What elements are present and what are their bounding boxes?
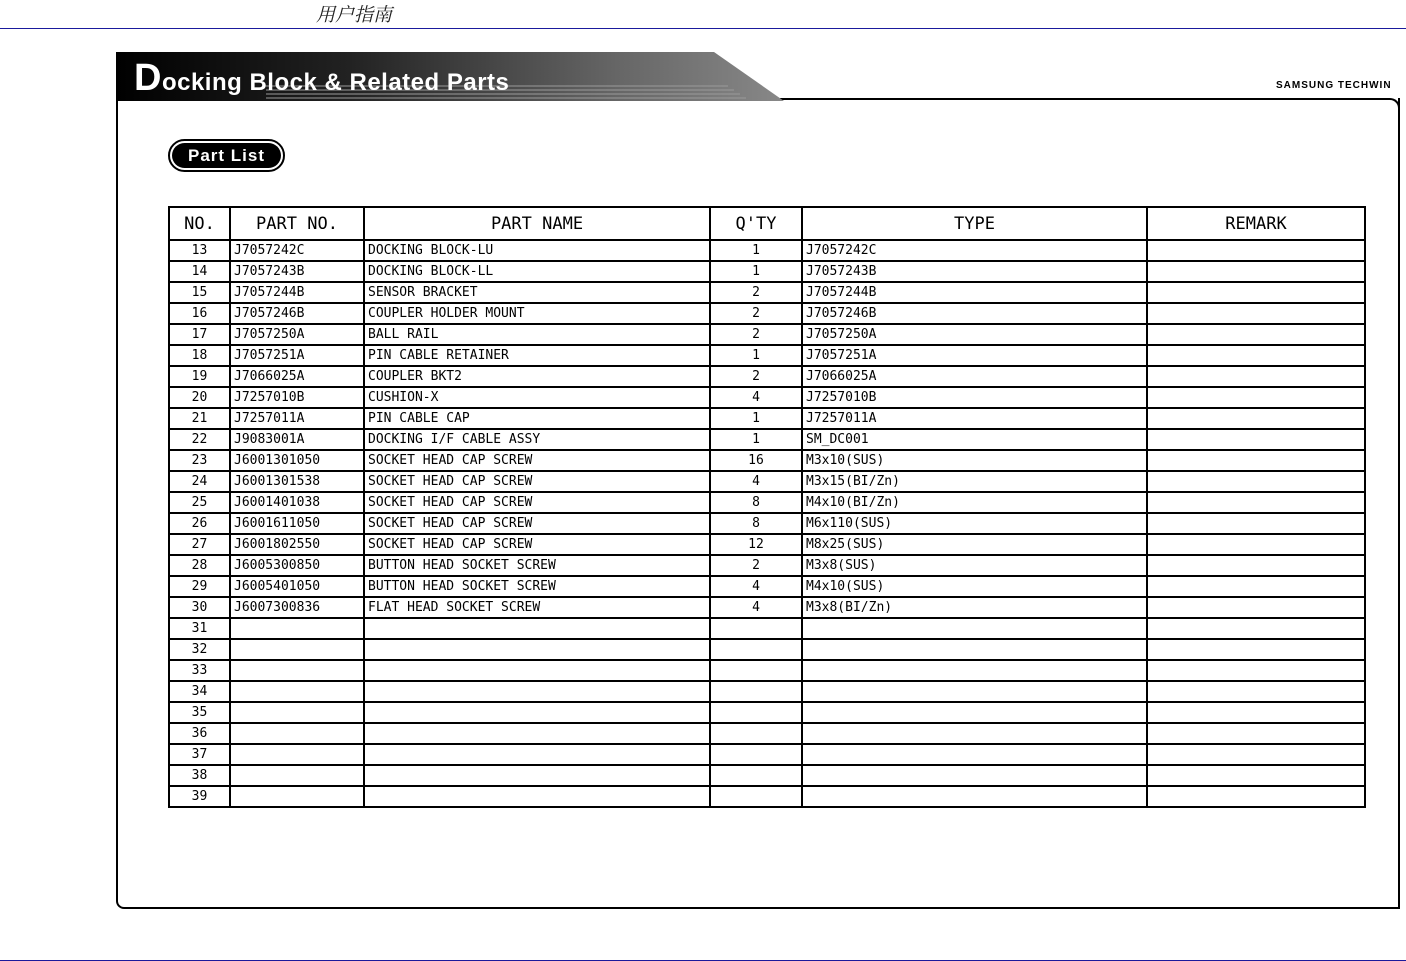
header-remark: REMARK <box>1147 207 1365 240</box>
header-part-no: PART NO. <box>230 207 364 240</box>
table-row <box>169 744 1365 765</box>
cell-no: 30 <box>169 597 230 618</box>
cell-type: J7257010B <box>802 387 1147 408</box>
cell-remark <box>1147 639 1365 660</box>
cell-type: M6x110(SUS) <box>802 513 1147 534</box>
document-header-title: 用户指南 <box>316 4 393 26</box>
cell-part-no: J7057243B <box>230 261 364 282</box>
cell-no: 39 <box>169 786 230 807</box>
table-row <box>169 408 1365 429</box>
part-list-label: Part List <box>172 143 281 168</box>
header-part-name: PART NAME <box>364 207 710 240</box>
table-row <box>169 345 1365 366</box>
cell-type: M3x8(SUS) <box>802 555 1147 576</box>
cell-no: 23 <box>169 450 230 471</box>
cell-type: M4x10(BI/Zn) <box>802 492 1147 513</box>
cell-type: J7057250A <box>802 324 1147 345</box>
cell-type: M4x10(SUS) <box>802 576 1147 597</box>
cell-no: 33 <box>169 660 230 681</box>
cell-remark <box>1147 555 1365 576</box>
cell-remark <box>1147 303 1365 324</box>
cell-remark <box>1147 261 1365 282</box>
cell-part-no: J7257011A <box>230 408 364 429</box>
cell-type <box>802 744 1147 765</box>
section-title-rest: ocking Block & Related Parts <box>161 69 510 96</box>
cell-type <box>802 723 1147 744</box>
table-row <box>169 366 1365 387</box>
cell-qty <box>710 786 802 807</box>
cell-part-name: DOCKING I/F CABLE ASSY <box>364 429 710 450</box>
cell-part-no: J6001401038 <box>230 492 364 513</box>
cell-no: 34 <box>169 681 230 702</box>
table-row <box>169 492 1365 513</box>
table-row <box>169 261 1365 282</box>
cell-type: SM_DC001 <box>802 429 1147 450</box>
cell-remark <box>1147 618 1365 639</box>
cell-part-no: J7066025A <box>230 366 364 387</box>
cell-part-name: BUTTON HEAD SOCKET SCREW <box>364 555 710 576</box>
cell-no: 22 <box>169 429 230 450</box>
cell-qty: 4 <box>710 471 802 492</box>
cell-part-name <box>364 786 710 807</box>
cell-no: 19 <box>169 366 230 387</box>
cell-no: 38 <box>169 765 230 786</box>
cell-qty: 1 <box>710 261 802 282</box>
parts-table-body <box>169 240 1365 807</box>
cell-part-name: SOCKET HEAD CAP SCREW <box>364 513 710 534</box>
cell-qty <box>710 618 802 639</box>
cell-qty: 1 <box>710 345 802 366</box>
cell-qty: 2 <box>710 366 802 387</box>
cell-qty: 8 <box>710 513 802 534</box>
table-row <box>169 597 1365 618</box>
cell-type <box>802 660 1147 681</box>
cell-type: J7057243B <box>802 261 1147 282</box>
cell-type: M8x25(SUS) <box>802 534 1147 555</box>
frame-top-line <box>780 98 1390 100</box>
cell-part-no: J7057244B <box>230 282 364 303</box>
cell-no: 24 <box>169 471 230 492</box>
cell-part-no <box>230 639 364 660</box>
cell-part-no <box>230 744 364 765</box>
cell-remark <box>1147 786 1365 807</box>
cell-remark <box>1147 387 1365 408</box>
table-row <box>169 240 1365 261</box>
cell-qty: 2 <box>710 282 802 303</box>
cell-remark <box>1147 366 1365 387</box>
cell-no: 36 <box>169 723 230 744</box>
cell-part-name: SOCKET HEAD CAP SCREW <box>364 534 710 555</box>
cell-no: 29 <box>169 576 230 597</box>
cell-qty <box>710 765 802 786</box>
cell-part-name: SOCKET HEAD CAP SCREW <box>364 450 710 471</box>
table-row <box>169 387 1365 408</box>
cell-qty: 8 <box>710 492 802 513</box>
cell-qty <box>710 744 802 765</box>
part-list-badge <box>168 139 285 172</box>
cell-part-name: CUSHION-X <box>364 387 710 408</box>
cell-part-name: PIN CABLE RETAINER <box>364 345 710 366</box>
cell-part-no: J6001611050 <box>230 513 364 534</box>
table-row <box>169 639 1365 660</box>
section-title <box>134 56 509 100</box>
cell-type: M3x10(SUS) <box>802 450 1147 471</box>
cell-part-name <box>364 618 710 639</box>
cell-remark <box>1147 492 1365 513</box>
table-row <box>169 555 1365 576</box>
cell-part-name: BALL RAIL <box>364 324 710 345</box>
cell-part-no <box>230 660 364 681</box>
cell-part-name: FLAT HEAD SOCKET SCREW <box>364 597 710 618</box>
cell-no: 21 <box>169 408 230 429</box>
cell-qty: 4 <box>710 576 802 597</box>
cell-remark <box>1147 282 1365 303</box>
cell-no: 37 <box>169 744 230 765</box>
cell-qty: 16 <box>710 450 802 471</box>
cell-part-name: COUPLER HOLDER MOUNT <box>364 303 710 324</box>
cell-remark <box>1147 702 1365 723</box>
cell-qty <box>710 681 802 702</box>
table-header-row <box>169 207 1365 240</box>
cell-remark <box>1147 723 1365 744</box>
table-row <box>169 576 1365 597</box>
cell-no: 13 <box>169 240 230 261</box>
cell-part-no: J6001301538 <box>230 471 364 492</box>
cell-part-no: J6007300836 <box>230 597 364 618</box>
cell-no: 27 <box>169 534 230 555</box>
cell-type <box>802 618 1147 639</box>
cell-remark <box>1147 345 1365 366</box>
cell-part-name: BUTTON HEAD SOCKET SCREW <box>364 576 710 597</box>
table-row <box>169 660 1365 681</box>
table-row <box>169 324 1365 345</box>
cell-no: 28 <box>169 555 230 576</box>
cell-type: J7057244B <box>802 282 1147 303</box>
table-row <box>169 450 1365 471</box>
cell-type <box>802 765 1147 786</box>
table-row <box>169 681 1365 702</box>
cell-qty: 1 <box>710 408 802 429</box>
table-row <box>169 765 1365 786</box>
table-row <box>169 702 1365 723</box>
cell-qty: 2 <box>710 303 802 324</box>
cell-part-name <box>364 681 710 702</box>
cell-part-name <box>364 702 710 723</box>
cell-part-no <box>230 702 364 723</box>
cell-type: M3x15(BI/Zn) <box>802 471 1147 492</box>
brand-label: SAMSUNG TECHWIN <box>1276 80 1392 91</box>
header-rule <box>0 28 1406 29</box>
cell-type: J7057251A <box>802 345 1147 366</box>
section-banner <box>116 52 786 101</box>
cell-type <box>802 681 1147 702</box>
cell-part-no <box>230 618 364 639</box>
cell-qty: 4 <box>710 597 802 618</box>
cell-type: M3x8(BI/Zn) <box>802 597 1147 618</box>
cell-type: J7257011A <box>802 408 1147 429</box>
header-type: TYPE <box>802 207 1147 240</box>
header-no: NO. <box>169 207 230 240</box>
cell-part-name <box>364 660 710 681</box>
cell-part-no <box>230 681 364 702</box>
cell-no: 15 <box>169 282 230 303</box>
cell-remark <box>1147 408 1365 429</box>
cell-no: 26 <box>169 513 230 534</box>
cell-part-name <box>364 765 710 786</box>
cell-remark <box>1147 471 1365 492</box>
cell-type: J7057242C <box>802 240 1147 261</box>
cell-qty <box>710 723 802 744</box>
cell-qty: 1 <box>710 240 802 261</box>
cell-part-no: J6001802550 <box>230 534 364 555</box>
cell-no: 14 <box>169 261 230 282</box>
cell-part-no <box>230 786 364 807</box>
cell-part-no: J7257010B <box>230 387 364 408</box>
cell-no: 17 <box>169 324 230 345</box>
cell-qty: 2 <box>710 555 802 576</box>
cell-part-name: SOCKET HEAD CAP SCREW <box>364 471 710 492</box>
parts-table <box>168 206 1366 808</box>
cell-no: 31 <box>169 618 230 639</box>
cell-no: 25 <box>169 492 230 513</box>
cell-part-name: COUPLER BKT2 <box>364 366 710 387</box>
cell-qty <box>710 702 802 723</box>
cell-qty: 4 <box>710 387 802 408</box>
cell-remark <box>1147 240 1365 261</box>
table-row <box>169 282 1365 303</box>
cell-type <box>802 702 1147 723</box>
cell-no: 35 <box>169 702 230 723</box>
section-title-initial: D <box>134 57 162 99</box>
cell-remark <box>1147 429 1365 450</box>
cell-part-no: J7057246B <box>230 303 364 324</box>
cell-qty: 1 <box>710 429 802 450</box>
cell-type: J7057246B <box>802 303 1147 324</box>
cell-remark <box>1147 513 1365 534</box>
table-row <box>169 723 1365 744</box>
cell-part-name: PIN CABLE CAP <box>364 408 710 429</box>
cell-part-name <box>364 639 710 660</box>
table-row <box>169 429 1365 450</box>
cell-type <box>802 639 1147 660</box>
cell-qty: 2 <box>710 324 802 345</box>
table-row <box>169 471 1365 492</box>
cell-remark <box>1147 324 1365 345</box>
table-row <box>169 303 1365 324</box>
cell-remark <box>1147 765 1365 786</box>
cell-part-no: J7057251A <box>230 345 364 366</box>
cell-part-name <box>364 723 710 744</box>
cell-remark <box>1147 450 1365 471</box>
cell-part-name: SOCKET HEAD CAP SCREW <box>364 492 710 513</box>
table-row <box>169 513 1365 534</box>
cell-type: J7066025A <box>802 366 1147 387</box>
cell-qty <box>710 660 802 681</box>
cell-part-no: J7057242C <box>230 240 364 261</box>
cell-part-no: J9083001A <box>230 429 364 450</box>
cell-no: 18 <box>169 345 230 366</box>
cell-qty <box>710 639 802 660</box>
cell-remark <box>1147 744 1365 765</box>
table-row <box>169 618 1365 639</box>
cell-part-no <box>230 723 364 744</box>
cell-remark <box>1147 576 1365 597</box>
cell-remark <box>1147 681 1365 702</box>
cell-part-no: J6005401050 <box>230 576 364 597</box>
cell-part-name <box>364 744 710 765</box>
cell-remark <box>1147 660 1365 681</box>
cell-part-name: SENSOR BRACKET <box>364 282 710 303</box>
cell-no: 16 <box>169 303 230 324</box>
cell-no: 32 <box>169 639 230 660</box>
table-row <box>169 786 1365 807</box>
cell-qty: 12 <box>710 534 802 555</box>
cell-part-name: DOCKING BLOCK-LU <box>364 240 710 261</box>
cell-part-name: DOCKING BLOCK-LL <box>364 261 710 282</box>
cell-part-no: J7057250A <box>230 324 364 345</box>
cell-part-no <box>230 765 364 786</box>
cell-remark <box>1147 534 1365 555</box>
cell-remark <box>1147 597 1365 618</box>
cell-type <box>802 786 1147 807</box>
cell-part-no: J6005300850 <box>230 555 364 576</box>
cell-part-no: J6001301050 <box>230 450 364 471</box>
cell-no: 20 <box>169 387 230 408</box>
table-row <box>169 534 1365 555</box>
header-qty: Q'TY <box>710 207 802 240</box>
